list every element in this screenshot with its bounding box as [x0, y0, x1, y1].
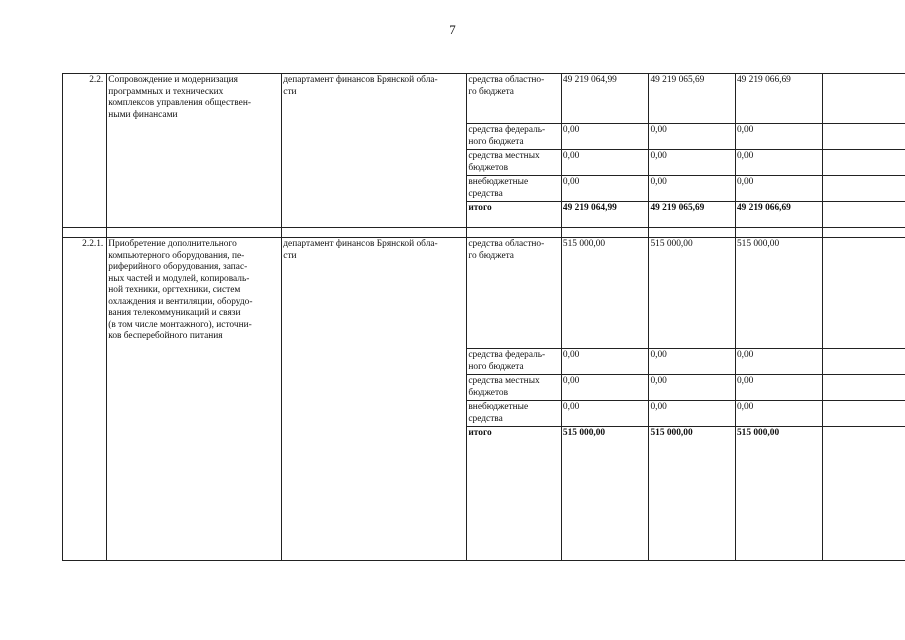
amount-year-2-text: 49 219 065,69: [650, 203, 705, 213]
amount-year-3-text: 515 000,00: [736, 239, 780, 249]
funding-source: [467, 150, 562, 176]
amount-year-1-text: 0,00: [562, 402, 580, 412]
funding-source-text: средства: [468, 413, 503, 424]
item-executor-text: сти: [283, 86, 297, 97]
amount-year-3: [735, 124, 823, 150]
funding-source-text: итого: [468, 203, 492, 213]
amount-year-2-text: 0,00: [650, 350, 667, 360]
funding-source-text: ного бюджета: [468, 136, 524, 147]
amount-year-1: [561, 150, 649, 176]
amount-year-2: [649, 238, 736, 349]
amount-year-2-text: 0,00: [650, 376, 667, 386]
item-name-text: ной техники, оргтехники, систем: [108, 285, 241, 295]
item-code-text: 2.2.1.: [82, 239, 104, 249]
amount-year-2: [649, 427, 736, 561]
item-name-text: компьютерного оборудования, пе-: [108, 250, 245, 261]
amount-year-1-text: 0,00: [562, 177, 580, 187]
table-row: [63, 74, 905, 124]
gap-cell: [649, 228, 736, 238]
item-name-text: Сопровождение и модернизация: [108, 75, 238, 85]
amount-year-2: [649, 176, 736, 202]
amount-year-1-text: 49 219 064,99: [562, 203, 617, 213]
item-executor-text: департамент финансов Брянской обла-: [283, 75, 438, 85]
item-name: [107, 238, 282, 561]
gap-cell: [282, 228, 467, 238]
item-name-text: (в том числе монтажного), источни-: [108, 319, 252, 330]
amount-year-2: [649, 202, 736, 228]
empty-cell: [823, 74, 905, 124]
amount-year-1: [561, 349, 649, 375]
budget-table: [62, 73, 905, 561]
amount-year-2: [649, 375, 736, 401]
empty-cell: [823, 375, 905, 401]
item-executor-text: сти: [283, 250, 297, 261]
amount-year-3: [735, 150, 823, 176]
empty-cell: [823, 349, 905, 375]
amount-year-3: [735, 74, 823, 124]
amount-year-3: [735, 202, 823, 228]
item-code-text: 2.2.: [89, 75, 104, 85]
funding-source-text: средства федераль-: [468, 125, 546, 135]
gap-cell: [467, 228, 562, 238]
item-executor: [282, 238, 467, 561]
item-name-text: ных частей и модулей, копироваль-: [108, 273, 250, 284]
empty-cell: [823, 238, 905, 349]
amount-year-2-text: 0,00: [650, 177, 667, 187]
funding-source-text: средства областно-: [468, 75, 545, 85]
amount-year-1: [561, 375, 649, 401]
gap-cell: [823, 228, 905, 238]
item-code: [63, 238, 107, 561]
funding-source: [467, 401, 562, 427]
amount-year-1: [561, 202, 649, 228]
page-number: 7: [449, 22, 456, 37]
funding-source-text: средства местных: [468, 376, 540, 386]
amount-year-1: [561, 74, 649, 124]
funding-source-text: внебюджетные: [468, 177, 529, 187]
item-name-text: ков бесперебойного питания: [108, 331, 223, 341]
item-name: [107, 74, 282, 228]
amount-year-3-text: 0,00: [736, 177, 754, 187]
amount-year-2: [649, 124, 736, 150]
funding-source-text: средства местных: [468, 151, 540, 161]
item-name-text: охлаждения и вентиляции, оборудо-: [108, 296, 253, 307]
funding-source-text: средства: [468, 188, 503, 199]
item-name-text: Приобретение дополнительного: [108, 239, 237, 249]
amount-year-2: [649, 150, 736, 176]
funding-source-text: внебюджетные: [468, 402, 529, 412]
funding-source-text: итого: [468, 428, 492, 438]
funding-source: [467, 349, 562, 375]
item-name-text: вания телекоммуникаций и связи: [108, 308, 241, 318]
amount-year-2: [649, 74, 736, 124]
funding-source: [467, 238, 562, 349]
amount-year-2-text: 515 000,00: [650, 428, 693, 438]
empty-cell: [823, 150, 905, 176]
amount-year-1: [561, 427, 649, 561]
amount-year-3-text: 0,00: [736, 125, 754, 135]
funding-source-text: ного бюджета: [468, 361, 524, 372]
amount-year-3: [735, 375, 823, 401]
gap-cell: [561, 228, 649, 238]
amount-year-1-text: 0,00: [562, 125, 580, 135]
item-name-text: комплексов управления обществен-: [108, 98, 251, 108]
gap-cell: [107, 228, 282, 238]
amount-year-3-text: 0,00: [736, 350, 754, 360]
section-gap: [63, 228, 905, 238]
empty-cell: [823, 401, 905, 427]
empty-cell: [823, 427, 905, 561]
funding-source-text: средства областно-: [468, 239, 545, 249]
item-name-text: риферийного оборудования, запас-: [108, 262, 248, 272]
amount-year-3-text: 0,00: [736, 402, 754, 412]
item-name-text: ными финансами: [108, 109, 178, 120]
funding-source: [467, 427, 562, 561]
amount-year-2-text: 0,00: [650, 125, 667, 135]
gap-cell: [735, 228, 823, 238]
amount-year-1-text: 0,00: [562, 376, 580, 386]
amount-year-1-text: 0,00: [562, 151, 580, 161]
empty-cell: [823, 124, 905, 150]
item-executor-text: департамент финансов Брянской обла-: [283, 239, 438, 249]
funding-source: [467, 202, 562, 228]
item-name-text: программных и технических: [108, 86, 224, 97]
amount-year-3-text: 49 219 066,69: [736, 75, 791, 85]
amount-year-3: [735, 427, 823, 561]
amount-year-3-text: 0,00: [736, 376, 754, 386]
empty-cell: [823, 176, 905, 202]
empty-cell: [823, 202, 905, 228]
amount-year-3-text: 49 219 066,69: [736, 203, 791, 213]
amount-year-1: [561, 238, 649, 349]
amount-year-1-text: 515 000,00: [562, 428, 606, 438]
amount-year-3: [735, 401, 823, 427]
funding-source-text: бюджетов: [468, 387, 509, 398]
amount-year-3: [735, 176, 823, 202]
amount-year-2-text: 49 219 065,69: [650, 75, 705, 85]
amount-year-3-text: 515 000,00: [736, 428, 780, 438]
amount-year-2-text: 0,00: [650, 402, 667, 412]
amount-year-3: [735, 349, 823, 375]
amount-year-1-text: 49 219 064,99: [562, 75, 617, 85]
funding-source: [467, 124, 562, 150]
amount-year-2: [649, 401, 736, 427]
gap-cell: [63, 228, 107, 238]
funding-source-text: средства федераль-: [468, 350, 546, 360]
amount-year-3: [735, 238, 823, 349]
amount-year-2-text: 515 000,00: [650, 239, 693, 249]
amount-year-1: [561, 176, 649, 202]
funding-source-text: бюджетов: [468, 162, 509, 173]
amount-year-1-text: 515 000,00: [562, 239, 606, 249]
item-code: [63, 74, 107, 228]
amount-year-1-text: 0,00: [562, 350, 580, 360]
funding-source-text: го бюджета: [468, 86, 514, 97]
amount-year-1: [561, 401, 649, 427]
item-executor: [282, 74, 467, 228]
amount-year-2-text: 0,00: [650, 151, 667, 161]
funding-source: [467, 375, 562, 401]
funding-source-text: го бюджета: [468, 250, 514, 261]
funding-source: [467, 74, 562, 124]
amount-year-3-text: 0,00: [736, 151, 754, 161]
table-row: [63, 238, 905, 349]
funding-source: [467, 176, 562, 202]
amount-year-2: [649, 349, 736, 375]
amount-year-1: [561, 124, 649, 150]
